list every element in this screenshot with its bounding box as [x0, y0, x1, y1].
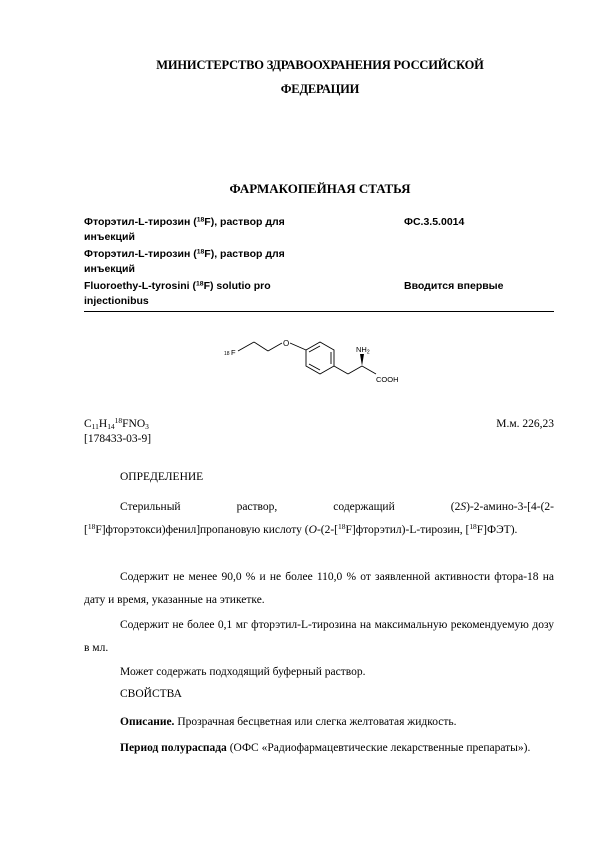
fluorine-isotope-label: 18 [224, 351, 230, 357]
properties-heading: СВОЙСТВА [120, 688, 182, 700]
mass-limit-paragraph: Содержит не более 0,1 мг фторэтил-L-тирозина на максимальную рекомендуемую дозу в мл. [84, 619, 554, 654]
molecular-formula: $C_{11}H_{14}^{18}FNO_3$ [84, 415, 149, 431]
latin-name: Fluoroethy-L-tyrosini ($^{18}$F) solutio pro injectionibus [84, 280, 271, 307]
half-life-paragraph: Период полураспада (ОФС «Радиофармацевтические лекарственные препараты»). [120, 742, 531, 754]
ministry-line-1: МИНИСТЕРСТВО ЗДРАВООХРАНЕНИЯ РОССИЙСКОЙ [156, 58, 484, 72]
cas-number: [178433-03-9] [84, 433, 152, 445]
fluorine-atom-label: F [231, 348, 236, 357]
definition-paragraph: Стерильный раствор, содержащий (2S)-2-амино-3-[4-(2-[$^{18}$F]фторэтокси)фенил]пропановую кислоту (O-(2-[$^{18}$F]фторэтил)-L-тирозин, [$^{18}$F]ФЭТ). [84, 501, 554, 536]
amine-group-label: $NH_2$ [356, 345, 370, 356]
definition-heading: ОПРЕДЕЛЕНИЕ [120, 471, 204, 483]
description-paragraph: Описание. Прозрачная бесцветная или слегка желтоватая жидкость. [120, 716, 457, 728]
russian-name-1: Фторэтил-L-тирозин ($^{18}$F), раствор для инъекций [84, 216, 285, 243]
carboxyl-group-label: COOH [376, 375, 399, 384]
molecular-mass: М.м. 226,23 [496, 418, 554, 430]
title-divider [84, 311, 554, 312]
article-code: ФС.3.5.0014 [404, 216, 465, 228]
russian-name-2: Фторэтил-L-тирозин ($^{18}$F), раствор для инъекций [84, 248, 285, 275]
structural-formula [210, 330, 430, 400]
document-title: ФАРМАКОПЕЙНАЯ СТАТЬЯ [229, 181, 411, 196]
article-status: Вводится впервые [404, 280, 504, 292]
buffer-paragraph: Может содержать подходящий буферный раствор. [120, 666, 366, 678]
content-paragraph: Содержит не менее 90,0 % и не более 110,0 % от заявленной активности фтора-18 на дату и время, указанные на этикетке. [84, 571, 554, 606]
oxygen-atom-label: O [283, 339, 290, 348]
ministry-line-2: ФЕДЕРАЦИИ [280, 82, 360, 96]
